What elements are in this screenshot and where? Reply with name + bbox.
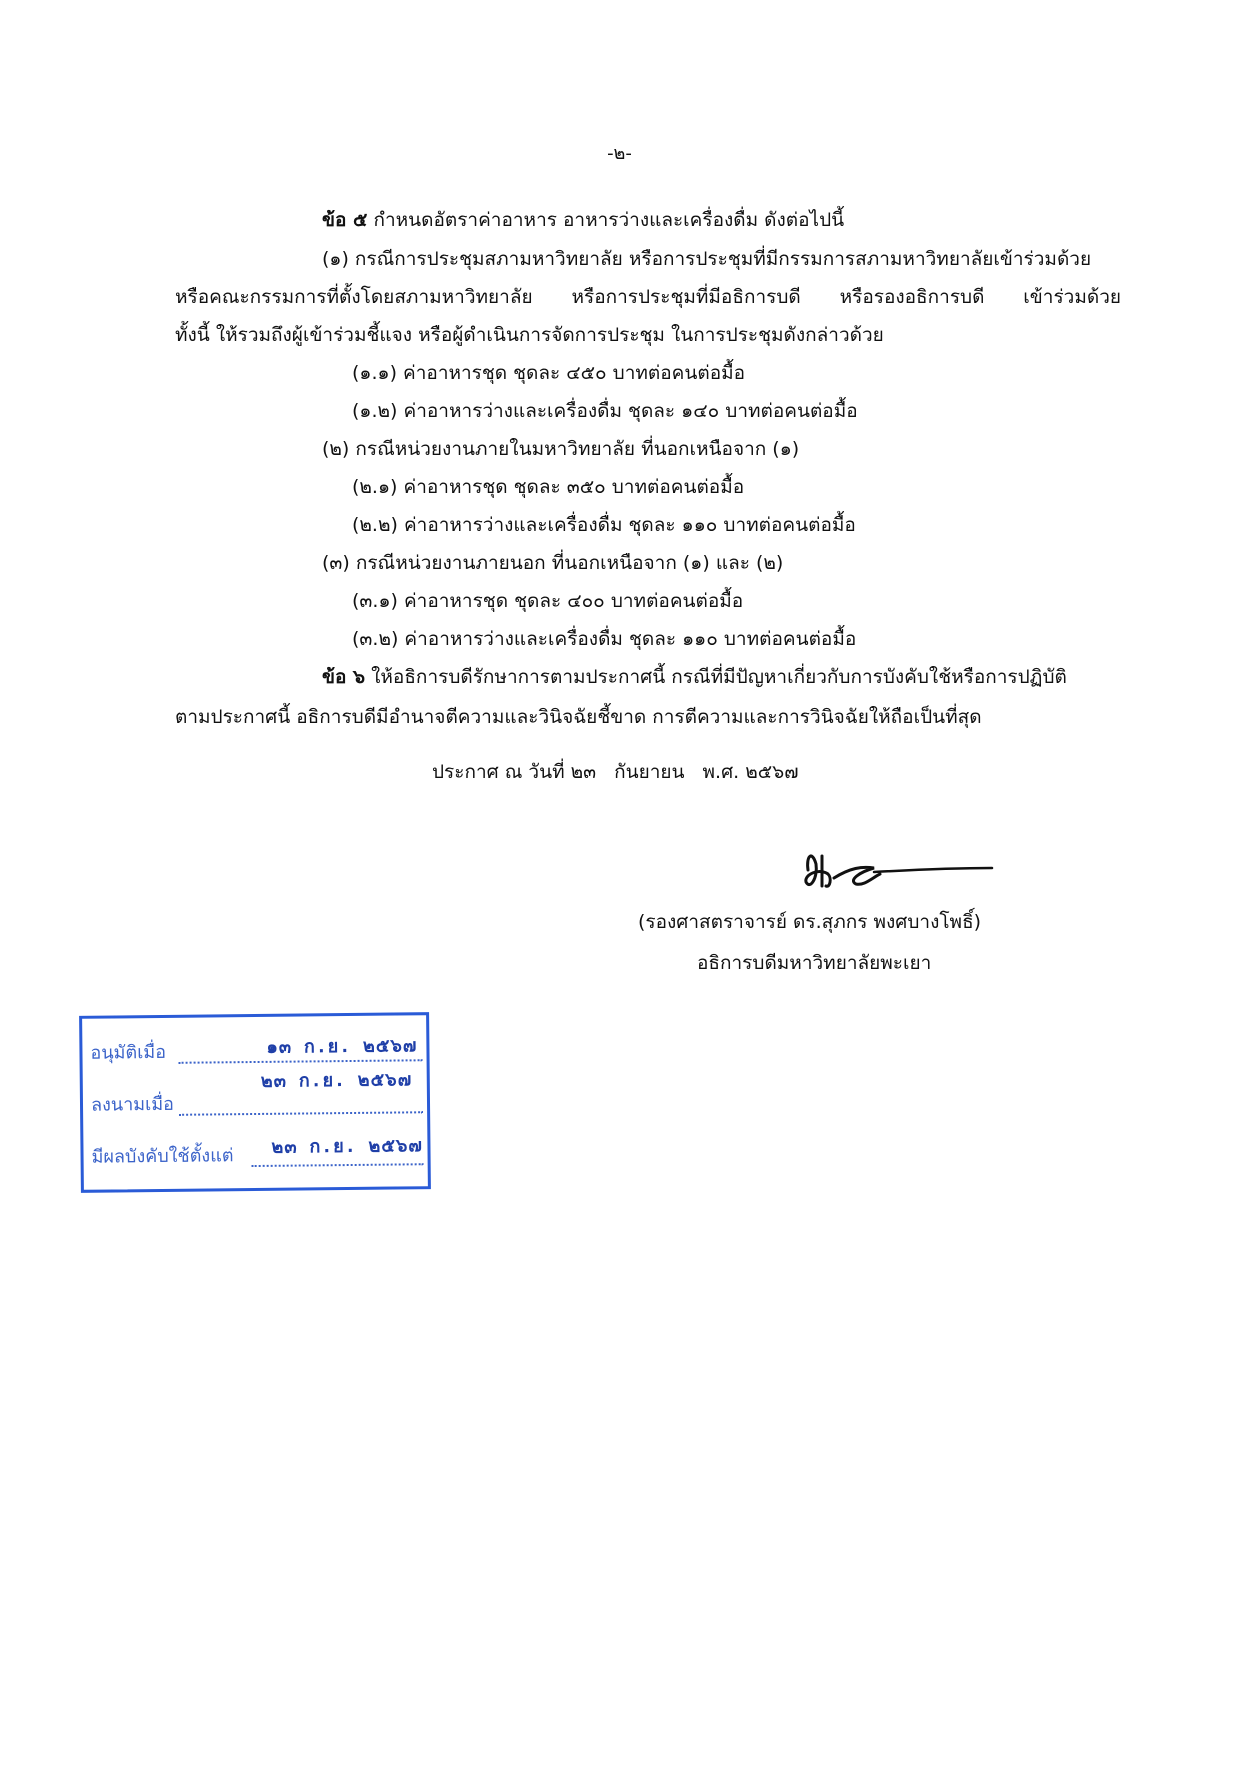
handwritten-signature <box>800 838 1000 898</box>
item-1-1: (๑.๑) ค่าอาหารชุด ชุดละ ๔๕๐ บาทต่อคนต่อมื้อ <box>352 362 746 384</box>
case-1-line-1: (๑) กรณีการประชุมสภามหาวิทยาลัย หรือการประชุมที่มีกรรมการสภามหาวิทยาลัยเข้าร่วมด้วย <box>322 248 1092 270</box>
stamp-signed-row <box>90 1069 423 1120</box>
clause-5-heading: ข้อ ๕ <box>322 209 368 231</box>
clause-6-line-2: ตามประกาศนี้ อธิการบดีมีอำนาจตีความและวินิจฉัยชี้ขาด การตีความและการวินิจฉัยให้ถือเป็นที่สุด <box>175 706 982 728</box>
signatory-position: อธิการบดีมหาวิทยาลัยพะเยา <box>697 952 932 974</box>
announcement-prefix: ประกาศ ณ วันที่ <box>432 761 565 783</box>
item-2-2: (๒.๒) ค่าอาหารว่างและเครื่องดื่ม ชุดละ ๑๑๐ บาทต่อคนต่อมื้อ <box>352 514 856 536</box>
case-2: (๒) กรณีหน่วยงานภายในมหาวิทยาลัย ที่นอกเหนือจาก (๑) <box>322 438 800 460</box>
stamp-approved-date: ๑๓ ก.ย. ๒๕๖๗ <box>266 1035 418 1058</box>
page-number: -๒- <box>607 143 632 164</box>
case-3: (๓) กรณีหน่วยงานภายนอก ที่นอกเหนือจาก (๑) และ (๒) <box>322 552 784 574</box>
clause-6-line-1 <box>322 662 1067 692</box>
item-2-1: (๒.๑) ค่าอาหารชุด ชุดละ ๓๕๐ บาทต่อคนต่อมื้อ <box>352 476 745 498</box>
case-1-line-2: หรือคณะกรรมการที่ตั้งโดยสภามหาวิทยาลัย หรือการประชุมที่มีอธิการบดี หรือรองอธิการบดี เข้าร่วมด้วย <box>175 286 1121 308</box>
stamp-dotted-line <box>252 1163 424 1167</box>
case-1-line-3: ทั้งนี้ ให้รวมถึงผู้เข้าร่วมชี้แจง หรือผู้ดำเนินการจัดการประชุม ในการประชุมดังกล่าวด้วย <box>175 324 884 346</box>
announcement-date <box>432 757 817 787</box>
stamp-effective-row <box>91 1133 423 1172</box>
stamp-effective-label: มีผลบังคับใช้ตั้งแต่ <box>91 1145 234 1168</box>
stamp-approved-row <box>90 1029 422 1068</box>
stamp-dotted-line <box>179 1111 423 1116</box>
stamp-signed-label: ลงนามเมื่อ <box>90 1093 175 1116</box>
announcement-month: กันยายน <box>614 761 685 783</box>
item-1-2: (๑.๒) ค่าอาหารว่างและเครื่องดื่ม ชุดละ ๑๔๐ บาทต่อคนต่อมื้อ <box>352 400 858 422</box>
stamp-effective-date: ๒๓ ก.ย. ๒๕๖๗ <box>271 1135 423 1158</box>
clause-5-text: กำหนดอัตราค่าอาหาร อาหารว่างและเครื่องดื่ม ดังต่อไปนี้ <box>373 209 845 231</box>
stamp-signed-date: ๒๓ ก.ย. ๒๕๖๗ <box>260 1069 413 1092</box>
announcement-day: ๒๓ <box>570 761 597 783</box>
stamp-approved-label: อนุมัติเมื่อ <box>90 1041 167 1064</box>
clause-5-intro <box>322 205 844 235</box>
clause-6-text: ให้อธิการบดีรักษาการตามประกาศนี้ กรณีที่มีปัญหาเกี่ยวกับการบังคับใช้หรือการปฏิบัติ <box>371 666 1067 688</box>
approval-stamp <box>79 1012 431 1193</box>
item-3-1: (๓.๑) ค่าอาหารชุด ชุดละ ๔๐๐ บาทต่อคนต่อมื้อ <box>352 590 744 612</box>
announcement-year: พ.ศ. ๒๕๖๗ <box>702 761 799 783</box>
item-3-2: (๓.๒) ค่าอาหารว่างและเครื่องดื่ม ชุดละ ๑๑๐ บาทต่อคนต่อมื้อ <box>352 628 857 650</box>
clause-6-heading: ข้อ ๖ <box>322 666 366 688</box>
signatory-name: (รองศาสตราจารย์ ดร.สุภกร พงศบางโพธิ์) <box>638 911 982 933</box>
